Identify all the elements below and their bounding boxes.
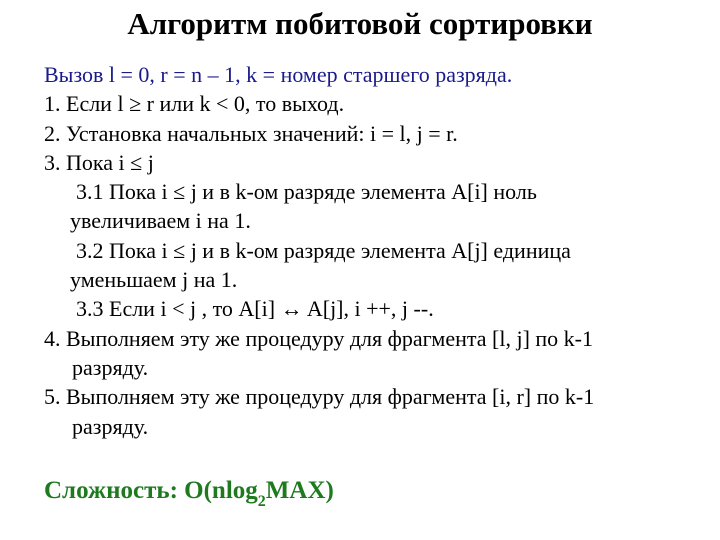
step-3-3: 3.3 Если i < j , то A[i] ↔ A[j], i ++, j --. — [76, 296, 434, 322]
complexity-text: Сложность: O(nlog — [44, 477, 258, 504]
step-2: 2. Установка начальных значений: i = l, j = r. — [44, 120, 458, 146]
step-1: 1. Если l ≥ r или k < 0, то выход. — [44, 91, 345, 117]
step-3-2: 3.2 Пока i ≤ j и в k-ом разряде элемента A[j] единица — [76, 237, 571, 263]
step-3: 3. Пока i ≤ j — [44, 149, 154, 175]
step-5: 5. Выполняем эту же процедуру для фрагмента [i, r] по k-1 — [44, 384, 595, 410]
step-5-cont: разряду. — [72, 413, 149, 439]
complexity-label — [44, 474, 334, 511]
step-3-2-cont: уменьшаем j на 1. — [70, 267, 238, 293]
complexity-subscript: 2 — [257, 493, 266, 510]
algorithm-text — [44, 60, 704, 441]
step-4: 4. Выполняем эту же процедуру для фрагмента [l, j] по k-1 — [44, 325, 593, 351]
slide-title: Алгоритм побитовой сортировки — [127, 6, 593, 41]
step-3-1-cont: увеличиваем i на 1. — [70, 208, 251, 234]
step-4-cont: разряду. — [72, 354, 149, 380]
intro-line: Вызов l = 0, r = n – 1, k = номер старшего разряда. — [44, 62, 513, 87]
complexity-suffix: MAX) — [265, 477, 334, 504]
step-3-1: 3.1 Пока i ≤ j и в k-ом разряде элемента A[i] ноль — [76, 179, 537, 205]
